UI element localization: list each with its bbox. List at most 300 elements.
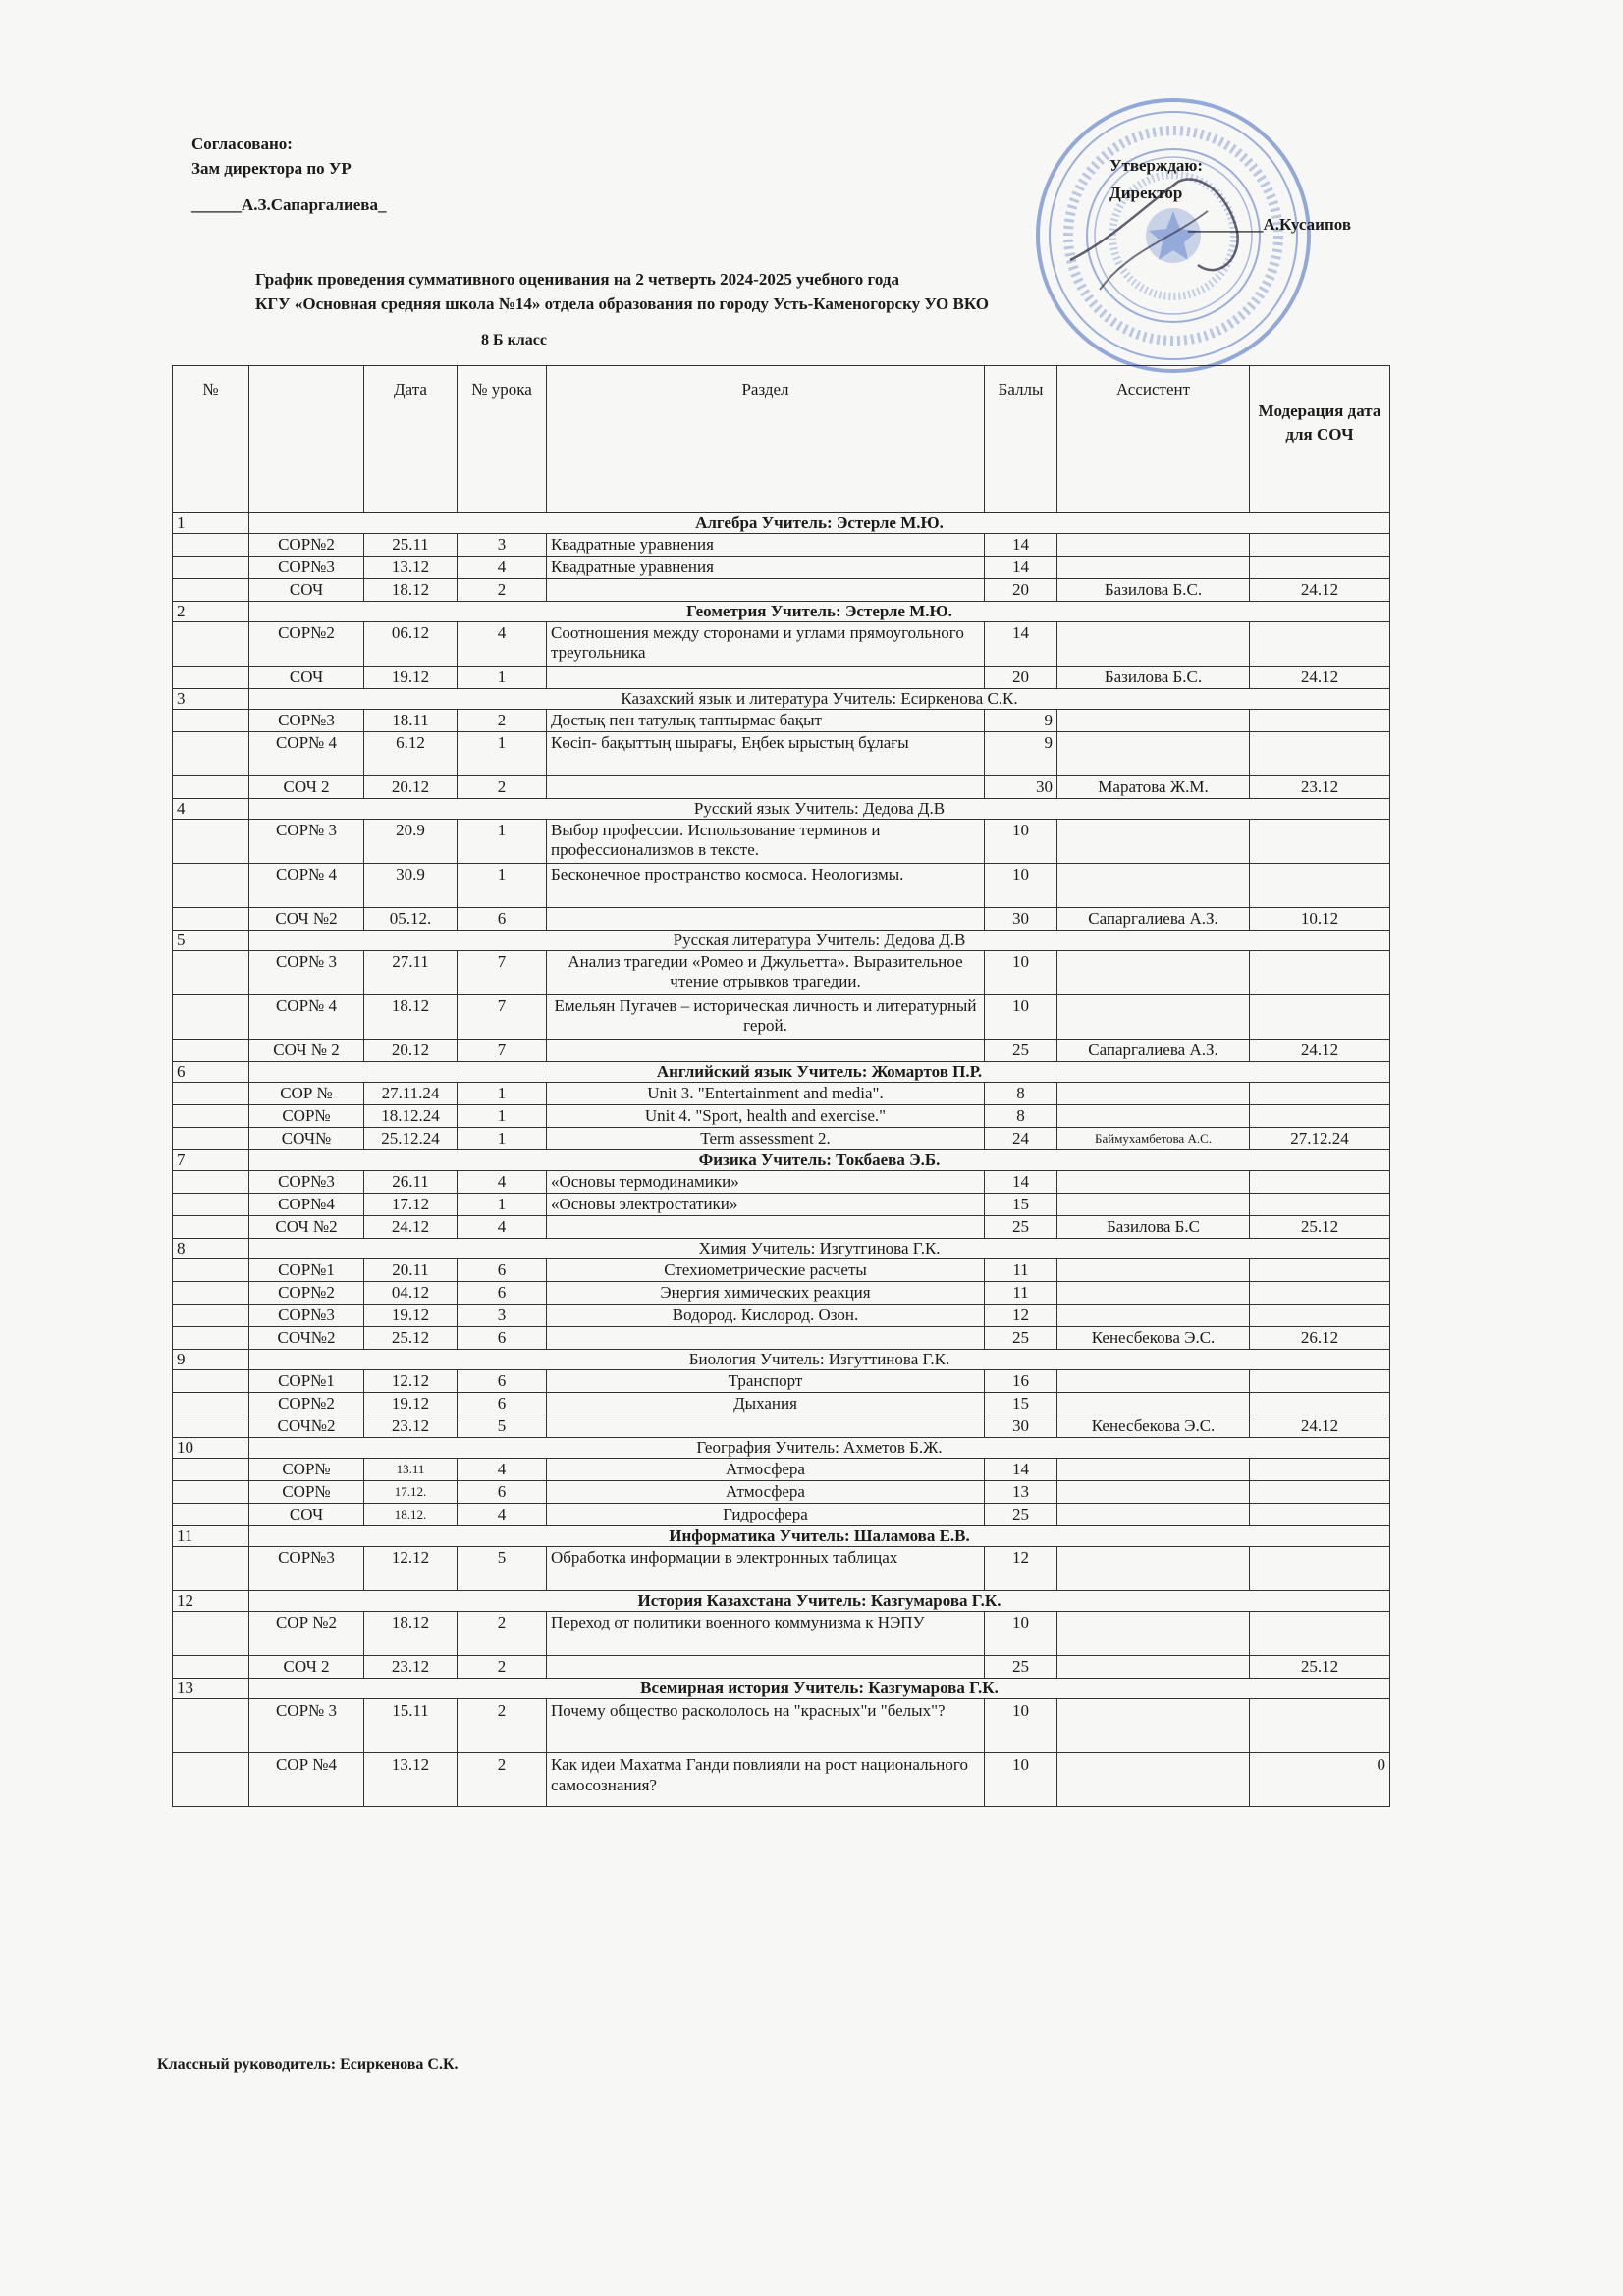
lesson-number: 1 xyxy=(458,1105,547,1128)
document-title xyxy=(255,267,989,316)
moderation-date: 23.12 xyxy=(1250,776,1390,799)
section-topic: Стехиометрические расчеты xyxy=(547,1259,985,1282)
assistant-name xyxy=(1057,1194,1250,1216)
lesson-number: 2 xyxy=(458,1612,547,1656)
assistant-name xyxy=(1057,1105,1250,1128)
score-points: 10 xyxy=(985,1753,1057,1807)
table-row xyxy=(173,1259,1390,1282)
table-row xyxy=(173,667,1390,689)
assessment-date: 20.12 xyxy=(364,1040,458,1062)
lesson-number: 6 xyxy=(458,1327,547,1350)
score-points: 10 xyxy=(985,820,1057,864)
subject-name: География Учитель: Ахметов Б.Ж. xyxy=(249,1438,1390,1459)
table-row xyxy=(173,1547,1390,1591)
assistant-name xyxy=(1057,1504,1250,1526)
moderation-date xyxy=(1250,1171,1390,1194)
assessment-type: СОР№3 xyxy=(249,1547,364,1591)
assessment-type: СОР№2 xyxy=(249,534,364,557)
assessment-date: 20.11 xyxy=(364,1259,458,1282)
section-topic: Term assessment 2. xyxy=(547,1128,985,1150)
table-row xyxy=(173,1370,1390,1393)
header-lesson: № урока xyxy=(458,366,547,513)
row-spacer xyxy=(173,1656,249,1679)
row-spacer xyxy=(173,1105,249,1128)
assistant-name: Сапаргалиева А.З. xyxy=(1057,1040,1250,1062)
table-row xyxy=(173,1612,1390,1656)
moderation-date xyxy=(1250,1305,1390,1327)
assessment-date: 18.12 xyxy=(364,579,458,602)
moderation-date xyxy=(1250,1370,1390,1393)
score-points: 10 xyxy=(985,1612,1057,1656)
assistant-name xyxy=(1057,1459,1250,1481)
moderation-date: 26.12 xyxy=(1250,1327,1390,1350)
approval-signature: ______А.З.Сапаргалиева_ xyxy=(191,195,387,214)
table-row xyxy=(173,732,1390,776)
row-spacer xyxy=(173,776,249,799)
row-spacer xyxy=(173,732,249,776)
assessment-type: СОР№1 xyxy=(249,1370,364,1393)
assessment-date: 05.12. xyxy=(364,908,458,931)
assessment-date: 06.12 xyxy=(364,622,458,667)
section-topic: Как идеи Махатма Ганди повлияли на рост национального самосознания? xyxy=(547,1753,985,1807)
assessment-date: 25.12 xyxy=(364,1327,458,1350)
assessment-type: СОЧ xyxy=(249,1504,364,1526)
row-spacer xyxy=(173,1481,249,1504)
lesson-number: 2 xyxy=(458,710,547,732)
moderation-date xyxy=(1250,1282,1390,1305)
lesson-number: 6 xyxy=(458,1481,547,1504)
lesson-number: 1 xyxy=(458,1128,547,1150)
assessment-date: 19.12 xyxy=(364,1305,458,1327)
score-points: 14 xyxy=(985,534,1057,557)
section-topic: Водород. Кислород. Озон. xyxy=(547,1305,985,1327)
moderation-date xyxy=(1250,1481,1390,1504)
title-line-2: КГУ «Основная средняя школа №14» отдела образования по городу Усть-Каменогорску УО ВКО xyxy=(255,294,989,313)
assessment-date: 18.11 xyxy=(364,710,458,732)
assessment-date: 15.11 xyxy=(364,1699,458,1753)
assessment-type: СОР№3 xyxy=(249,1305,364,1327)
table-row xyxy=(173,1171,1390,1194)
moderation-date xyxy=(1250,622,1390,667)
moderation-date xyxy=(1250,534,1390,557)
assessment-date: 25.11 xyxy=(364,534,458,557)
subject-name: Биология Учитель: Изгуттинова Г.К. xyxy=(249,1350,1390,1370)
assistant-name xyxy=(1057,1393,1250,1415)
section-topic: Почему общество раскололось на "красных"и "белых"? xyxy=(547,1699,985,1753)
assistant-name xyxy=(1057,1083,1250,1105)
subject-number: 11 xyxy=(173,1526,249,1547)
row-spacer xyxy=(173,622,249,667)
assessment-date: 12.12 xyxy=(364,1370,458,1393)
assistant-name xyxy=(1057,864,1250,908)
moderation-date: 24.12 xyxy=(1250,1415,1390,1438)
row-spacer xyxy=(173,1171,249,1194)
assessment-type: СОР№ 4 xyxy=(249,864,364,908)
row-spacer xyxy=(173,951,249,995)
approved-position: Директор xyxy=(1109,184,1183,202)
approved-block xyxy=(1109,152,1351,239)
assessment-date: 23.12 xyxy=(364,1656,458,1679)
subject-row xyxy=(173,1350,1390,1370)
row-spacer xyxy=(173,1547,249,1591)
subject-name: Всемирная история Учитель: Казгумарова Г.К. xyxy=(249,1679,1390,1699)
lesson-number: 7 xyxy=(458,951,547,995)
assistant-name: Базилова Б.С xyxy=(1057,1216,1250,1239)
section-topic: Unit 3. "Entertainment and media". xyxy=(547,1083,985,1105)
row-spacer xyxy=(173,1282,249,1305)
assessment-date: 19.12 xyxy=(364,1393,458,1415)
approval-agreed: Согласовано: xyxy=(191,134,293,153)
section-topic: Unit 4. "Sport, health and exercise." xyxy=(547,1105,985,1128)
lesson-number: 7 xyxy=(458,995,547,1040)
table-row xyxy=(173,710,1390,732)
subject-row xyxy=(173,689,1390,710)
row-spacer xyxy=(173,1753,249,1807)
table-row xyxy=(173,1393,1390,1415)
assessment-date: 13.12 xyxy=(364,557,458,579)
moderation-date xyxy=(1250,1699,1390,1753)
section-topic: Квадратные уравнения xyxy=(547,557,985,579)
moderation-date: 25.12 xyxy=(1250,1656,1390,1679)
table-row xyxy=(173,1459,1390,1481)
table-row xyxy=(173,1083,1390,1105)
assistant-name: Кенесбекова Э.С. xyxy=(1057,1327,1250,1350)
title-line-1: График проведения суммативного оценивания на 2 четверть 2024-2025 учебного года xyxy=(255,270,899,289)
table-row xyxy=(173,1415,1390,1438)
table-row xyxy=(173,1305,1390,1327)
score-points: 14 xyxy=(985,557,1057,579)
table-row xyxy=(173,1656,1390,1679)
score-points: 30 xyxy=(985,1415,1057,1438)
row-spacer xyxy=(173,1040,249,1062)
section-topic: Емельян Пугачев – историческая личность и литературный герой. xyxy=(547,995,985,1040)
section-topic: Энергия химических реакция xyxy=(547,1282,985,1305)
lesson-number: 4 xyxy=(458,622,547,667)
header-num: № xyxy=(173,366,249,513)
section-topic xyxy=(547,1216,985,1239)
moderation-date: 10.12 xyxy=(1250,908,1390,931)
assistant-name xyxy=(1057,557,1250,579)
row-spacer xyxy=(173,1128,249,1150)
assessment-date: 25.12.24 xyxy=(364,1128,458,1150)
subject-name: Русская литература Учитель: Дедова Д.В xyxy=(249,931,1390,951)
lesson-number: 3 xyxy=(458,1305,547,1327)
assessment-date: 17.12 xyxy=(364,1194,458,1216)
assistant-name xyxy=(1057,1656,1250,1679)
row-spacer xyxy=(173,1699,249,1753)
section-topic xyxy=(547,1327,985,1350)
moderation-date xyxy=(1250,1504,1390,1526)
score-points: 12 xyxy=(985,1547,1057,1591)
subject-name: Казахский язык и литература Учитель: Есиркенова С.К. xyxy=(249,689,1390,710)
subject-name: Химия Учитель: Изгутгинова Г.К. xyxy=(249,1239,1390,1259)
assessment-date: 20.9 xyxy=(364,820,458,864)
header-score: Баллы xyxy=(985,366,1057,513)
subject-name: Русский язык Учитель: Дедова Д.В xyxy=(249,799,1390,820)
section-topic: Транспорт xyxy=(547,1370,985,1393)
moderation-date: 24.12 xyxy=(1250,1040,1390,1062)
assessment-date: 27.11.24 xyxy=(364,1083,458,1105)
lesson-number: 6 xyxy=(458,1259,547,1282)
subject-number: 3 xyxy=(173,689,249,710)
lesson-number: 4 xyxy=(458,1459,547,1481)
assistant-name: Базилова Б.С. xyxy=(1057,579,1250,602)
lesson-number: 6 xyxy=(458,1370,547,1393)
lesson-number: 4 xyxy=(458,1504,547,1526)
row-spacer xyxy=(173,557,249,579)
subject-number: 1 xyxy=(173,513,249,534)
row-spacer xyxy=(173,1083,249,1105)
lesson-number: 1 xyxy=(458,732,547,776)
assistant-name xyxy=(1057,1282,1250,1305)
score-points: 11 xyxy=(985,1282,1057,1305)
section-topic xyxy=(547,776,985,799)
section-topic: Бесконечное пространство космоса. Неологизмы. xyxy=(547,864,985,908)
approval-block xyxy=(191,132,386,217)
lesson-number: 2 xyxy=(458,776,547,799)
assessment-type: СОР№3 xyxy=(249,1171,364,1194)
subject-row xyxy=(173,799,1390,820)
row-spacer xyxy=(173,820,249,864)
row-spacer xyxy=(173,1194,249,1216)
assistant-name: Базилова Б.С. xyxy=(1057,667,1250,689)
moderation-date xyxy=(1250,710,1390,732)
row-spacer xyxy=(173,667,249,689)
moderation-date xyxy=(1250,820,1390,864)
assessment-type: СОЧ xyxy=(249,579,364,602)
section-topic: Атмосфера xyxy=(547,1459,985,1481)
assessment-date: 6.12 xyxy=(364,732,458,776)
assistant-name xyxy=(1057,951,1250,995)
section-topic xyxy=(547,1415,985,1438)
moderation-date xyxy=(1250,1547,1390,1591)
subject-row xyxy=(173,1150,1390,1171)
assistant-name xyxy=(1057,710,1250,732)
row-spacer xyxy=(173,1393,249,1415)
header-date: Дата xyxy=(364,366,458,513)
lesson-number: 7 xyxy=(458,1040,547,1062)
score-points: 24 xyxy=(985,1128,1057,1150)
table-row xyxy=(173,1327,1390,1350)
assessment-type: СОЧ №2 xyxy=(249,1216,364,1239)
score-points: 10 xyxy=(985,951,1057,995)
assistant-name xyxy=(1057,995,1250,1040)
assistant-name xyxy=(1057,1481,1250,1504)
row-spacer xyxy=(173,908,249,931)
table-row xyxy=(173,1481,1390,1504)
table-row xyxy=(173,776,1390,799)
subject-number: 2 xyxy=(173,602,249,622)
subject-row xyxy=(173,513,1390,534)
table-row xyxy=(173,1105,1390,1128)
assessment-type: СОЧ xyxy=(249,667,364,689)
moderation-date xyxy=(1250,951,1390,995)
score-points: 10 xyxy=(985,995,1057,1040)
table-row xyxy=(173,951,1390,995)
assessment-type: СОР №4 xyxy=(249,1753,364,1807)
assessment-type: СОЧ 2 xyxy=(249,1656,364,1679)
moderation-date xyxy=(1250,732,1390,776)
assessment-type: СОР № xyxy=(249,1083,364,1105)
assessment-type: СОР№3 xyxy=(249,557,364,579)
class-teacher-footer: Классный руководитель: Есиркенова С.К. xyxy=(157,2056,459,2073)
subject-row xyxy=(173,1062,1390,1083)
section-topic: «Основы термодинамики» xyxy=(547,1171,985,1194)
assessment-type: СОР№ 4 xyxy=(249,732,364,776)
assessment-date: 26.11 xyxy=(364,1171,458,1194)
score-points: 13 xyxy=(985,1481,1057,1504)
assessment-type: СОЧ№2 xyxy=(249,1327,364,1350)
assessment-type: СОР№2 xyxy=(249,622,364,667)
table-row xyxy=(173,995,1390,1040)
assistant-name xyxy=(1057,1547,1250,1591)
assessment-type: СОР№ xyxy=(249,1105,364,1128)
assistant-name xyxy=(1057,622,1250,667)
row-spacer xyxy=(173,1459,249,1481)
assessment-type: СОР№2 xyxy=(249,1393,364,1415)
table-row xyxy=(173,864,1390,908)
table-row xyxy=(173,820,1390,864)
moderation-date xyxy=(1250,1194,1390,1216)
score-points: 9 xyxy=(985,732,1057,776)
score-points: 14 xyxy=(985,622,1057,667)
row-spacer xyxy=(173,995,249,1040)
section-topic: Достық пен татулық таптырмас бақыт xyxy=(547,710,985,732)
section-topic xyxy=(547,667,985,689)
assessment-date: 12.12 xyxy=(364,1547,458,1591)
assessment-type: СОР№ xyxy=(249,1481,364,1504)
section-topic: Гидросфера xyxy=(547,1504,985,1526)
assistant-name xyxy=(1057,1305,1250,1327)
section-topic: Соотношения между сторонами и углами прямоугольного треугольника xyxy=(547,622,985,667)
assessment-type: СОЧ№2 xyxy=(249,1415,364,1438)
row-spacer xyxy=(173,534,249,557)
lesson-number: 1 xyxy=(458,1194,547,1216)
assessment-type: СОЧ 2 xyxy=(249,776,364,799)
section-topic: Переход от политики военного коммунизма к НЭПУ xyxy=(547,1612,985,1656)
row-spacer xyxy=(173,579,249,602)
row-spacer xyxy=(173,1504,249,1526)
assessment-date: 13.12 xyxy=(364,1753,458,1807)
subject-number: 4 xyxy=(173,799,249,820)
subject-name: Физика Учитель: Токбаева Э.Б. xyxy=(249,1150,1390,1171)
assistant-name xyxy=(1057,1259,1250,1282)
score-points: 20 xyxy=(985,667,1057,689)
subject-name: Информатика Учитель: Шаламова Е.В. xyxy=(249,1526,1390,1547)
subject-row xyxy=(173,1526,1390,1547)
section-topic: Дыхания xyxy=(547,1393,985,1415)
subject-row xyxy=(173,1239,1390,1259)
lesson-number: 5 xyxy=(458,1415,547,1438)
subject-row xyxy=(173,1591,1390,1612)
assessment-date: 13.11 xyxy=(364,1459,458,1481)
subject-number: 13 xyxy=(173,1679,249,1699)
moderation-date xyxy=(1250,1105,1390,1128)
subject-number: 5 xyxy=(173,931,249,951)
lesson-number: 5 xyxy=(458,1547,547,1591)
assistant-name xyxy=(1057,1612,1250,1656)
assessment-date: 18.12 xyxy=(364,995,458,1040)
schedule-table xyxy=(172,365,1390,1807)
assessment-date: 24.12 xyxy=(364,1216,458,1239)
assistant-name xyxy=(1057,1171,1250,1194)
assessment-type: СОР №2 xyxy=(249,1612,364,1656)
score-points: 16 xyxy=(985,1370,1057,1393)
approved-label: Утверждаю: xyxy=(1109,156,1204,175)
assessment-type: СОЧ №2 xyxy=(249,908,364,931)
assessment-date: 18.12 xyxy=(364,1612,458,1656)
table-row xyxy=(173,1040,1390,1062)
row-spacer xyxy=(173,864,249,908)
assessment-date: 18.12. xyxy=(364,1504,458,1526)
section-topic: «Основы электростатики» xyxy=(547,1194,985,1216)
table-row xyxy=(173,1699,1390,1753)
section-topic xyxy=(547,1040,985,1062)
approval-position: Зам директора по УР xyxy=(191,159,352,178)
subject-name: Английский язык Учитель: Жомартов П.Р. xyxy=(249,1062,1390,1083)
score-points: 9 xyxy=(985,710,1057,732)
score-points: 8 xyxy=(985,1105,1057,1128)
lesson-number: 2 xyxy=(458,579,547,602)
row-spacer xyxy=(173,1415,249,1438)
assistant-name xyxy=(1057,732,1250,776)
lesson-number: 4 xyxy=(458,557,547,579)
assistant-name xyxy=(1057,1699,1250,1753)
score-points: 12 xyxy=(985,1305,1057,1327)
lesson-number: 2 xyxy=(458,1656,547,1679)
subject-number: 6 xyxy=(173,1062,249,1083)
moderation-date xyxy=(1250,557,1390,579)
row-spacer xyxy=(173,1327,249,1350)
score-points: 25 xyxy=(985,1040,1057,1062)
moderation-date xyxy=(1250,1393,1390,1415)
section-topic: Обработка информации в электронных таблицах xyxy=(547,1547,985,1591)
row-spacer xyxy=(173,1612,249,1656)
row-spacer xyxy=(173,1259,249,1282)
assessment-date: 19.12 xyxy=(364,667,458,689)
score-points: 25 xyxy=(985,1504,1057,1526)
moderation-date: 25.12 xyxy=(1250,1216,1390,1239)
assessment-type: СОР№4 xyxy=(249,1194,364,1216)
moderation-date xyxy=(1250,1459,1390,1481)
assessment-date: 30.9 xyxy=(364,864,458,908)
table-row xyxy=(173,1194,1390,1216)
table-row xyxy=(173,622,1390,667)
subject-number: 12 xyxy=(173,1591,249,1612)
moderation-date xyxy=(1250,1083,1390,1105)
section-topic: Выбор профессии. Использование терминов и профессионализмов в тексте. xyxy=(547,820,985,864)
assessment-type: СОР№ 3 xyxy=(249,951,364,995)
subject-number: 10 xyxy=(173,1438,249,1459)
assistant-name xyxy=(1057,820,1250,864)
assistant-name: Баймухамбетова А.С. xyxy=(1057,1128,1250,1150)
subject-name: Алгебра Учитель: Эстерле М.Ю. xyxy=(249,513,1390,534)
lesson-number: 1 xyxy=(458,1083,547,1105)
table-row xyxy=(173,1216,1390,1239)
lesson-number: 3 xyxy=(458,534,547,557)
lesson-number: 2 xyxy=(458,1753,547,1807)
subject-row xyxy=(173,1438,1390,1459)
assistant-name: Кенесбекова Э.С. xyxy=(1057,1415,1250,1438)
moderation-date: 0 xyxy=(1250,1753,1390,1807)
table-row xyxy=(173,1282,1390,1305)
assessment-type: СОР№1 xyxy=(249,1259,364,1282)
score-points: 8 xyxy=(985,1083,1057,1105)
table-row xyxy=(173,579,1390,602)
table-body xyxy=(173,513,1390,1807)
row-spacer xyxy=(173,1305,249,1327)
score-points: 14 xyxy=(985,1171,1057,1194)
